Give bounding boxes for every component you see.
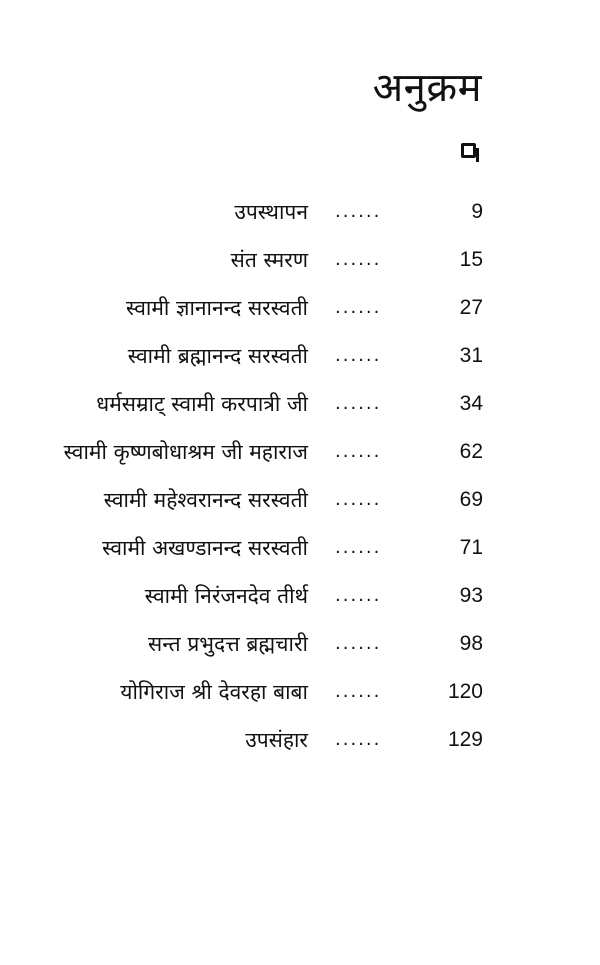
toc-entry-page-number: 69 (459, 488, 483, 511)
toc-entry-page-number: 71 (459, 536, 483, 559)
toc-entry-leader: ...... (335, 537, 382, 558)
toc-entry[interactable] (0, 188, 600, 236)
toc-entry-leader: ...... (335, 681, 382, 702)
toc-entry[interactable] (0, 620, 600, 668)
toc-entry-title: संत स्मरण (230, 248, 308, 272)
toc-entry-leader: ...... (335, 633, 382, 654)
toc-entry-leader: ...... (335, 729, 382, 750)
toc-entry[interactable] (0, 284, 600, 332)
toc-entry-page-number: 62 (459, 440, 483, 463)
toc-entry[interactable] (0, 716, 600, 764)
toc-entry-page-number: 93 (459, 584, 483, 607)
toc-entry-page-number: 15 (459, 248, 483, 271)
toc-entry-leader: ...... (335, 345, 382, 366)
toc-entry-leader: ...... (335, 249, 382, 270)
toc-entry-leader: ...... (335, 441, 382, 462)
toc-entry-page-number: 98 (459, 632, 483, 655)
box-ornament-icon (461, 143, 476, 158)
toc-entry[interactable] (0, 668, 600, 716)
toc-entry[interactable] (0, 236, 600, 284)
toc-entry[interactable] (0, 428, 600, 476)
toc-entry-title: स्वामी निरंजनदेव तीर्थ (144, 584, 308, 608)
toc-entry[interactable] (0, 524, 600, 572)
toc-entry[interactable] (0, 332, 600, 380)
toc-entry-leader: ...... (335, 393, 382, 414)
toc-entry-title: स्वामी ज्ञानानन्द सरस्वती (126, 296, 308, 320)
toc-entry-title: उपस्थापन (234, 200, 308, 224)
toc-entry-page-number: 9 (471, 200, 483, 223)
toc-entry-page-number: 129 (447, 728, 483, 751)
page-title: अनुक्रम (372, 65, 482, 111)
toc-entry-page-number: 27 (459, 296, 483, 319)
toc-entry-title: स्वामी अखण्डानन्द सरस्वती (102, 536, 308, 560)
toc-entry-title: स्वामी ब्रह्मानन्द सरस्वती (127, 344, 308, 368)
toc-entry-title: सन्त प्रभुदत्त ब्रह्मचारी (148, 632, 308, 656)
toc-entry-leader: ...... (335, 201, 382, 222)
toc-entry-page-number: 120 (447, 680, 483, 703)
toc-entry[interactable] (0, 476, 600, 524)
toc-entry-page-number: 31 (459, 344, 483, 367)
toc-entry-title: स्वामी कृष्णबोधाश्रम जी महाराज (63, 440, 308, 464)
toc-entry[interactable] (0, 572, 600, 620)
toc-entry-page-number: 34 (459, 392, 483, 415)
toc-entry-leader: ...... (335, 585, 382, 606)
toc-entry-title: योगिराज श्री देवरहा बाबा (120, 680, 308, 704)
toc-entry-title: स्वामी महेश्वरानन्द सरस्वती (103, 488, 308, 512)
toc-entry[interactable] (0, 380, 600, 428)
toc-entry-leader: ...... (335, 489, 382, 510)
toc-entry-leader: ...... (335, 297, 382, 318)
toc-entry-title: उपसंहार (245, 728, 308, 752)
toc-entry-title: धर्मसम्राट् स्वामी करपात्री जी (96, 392, 308, 416)
